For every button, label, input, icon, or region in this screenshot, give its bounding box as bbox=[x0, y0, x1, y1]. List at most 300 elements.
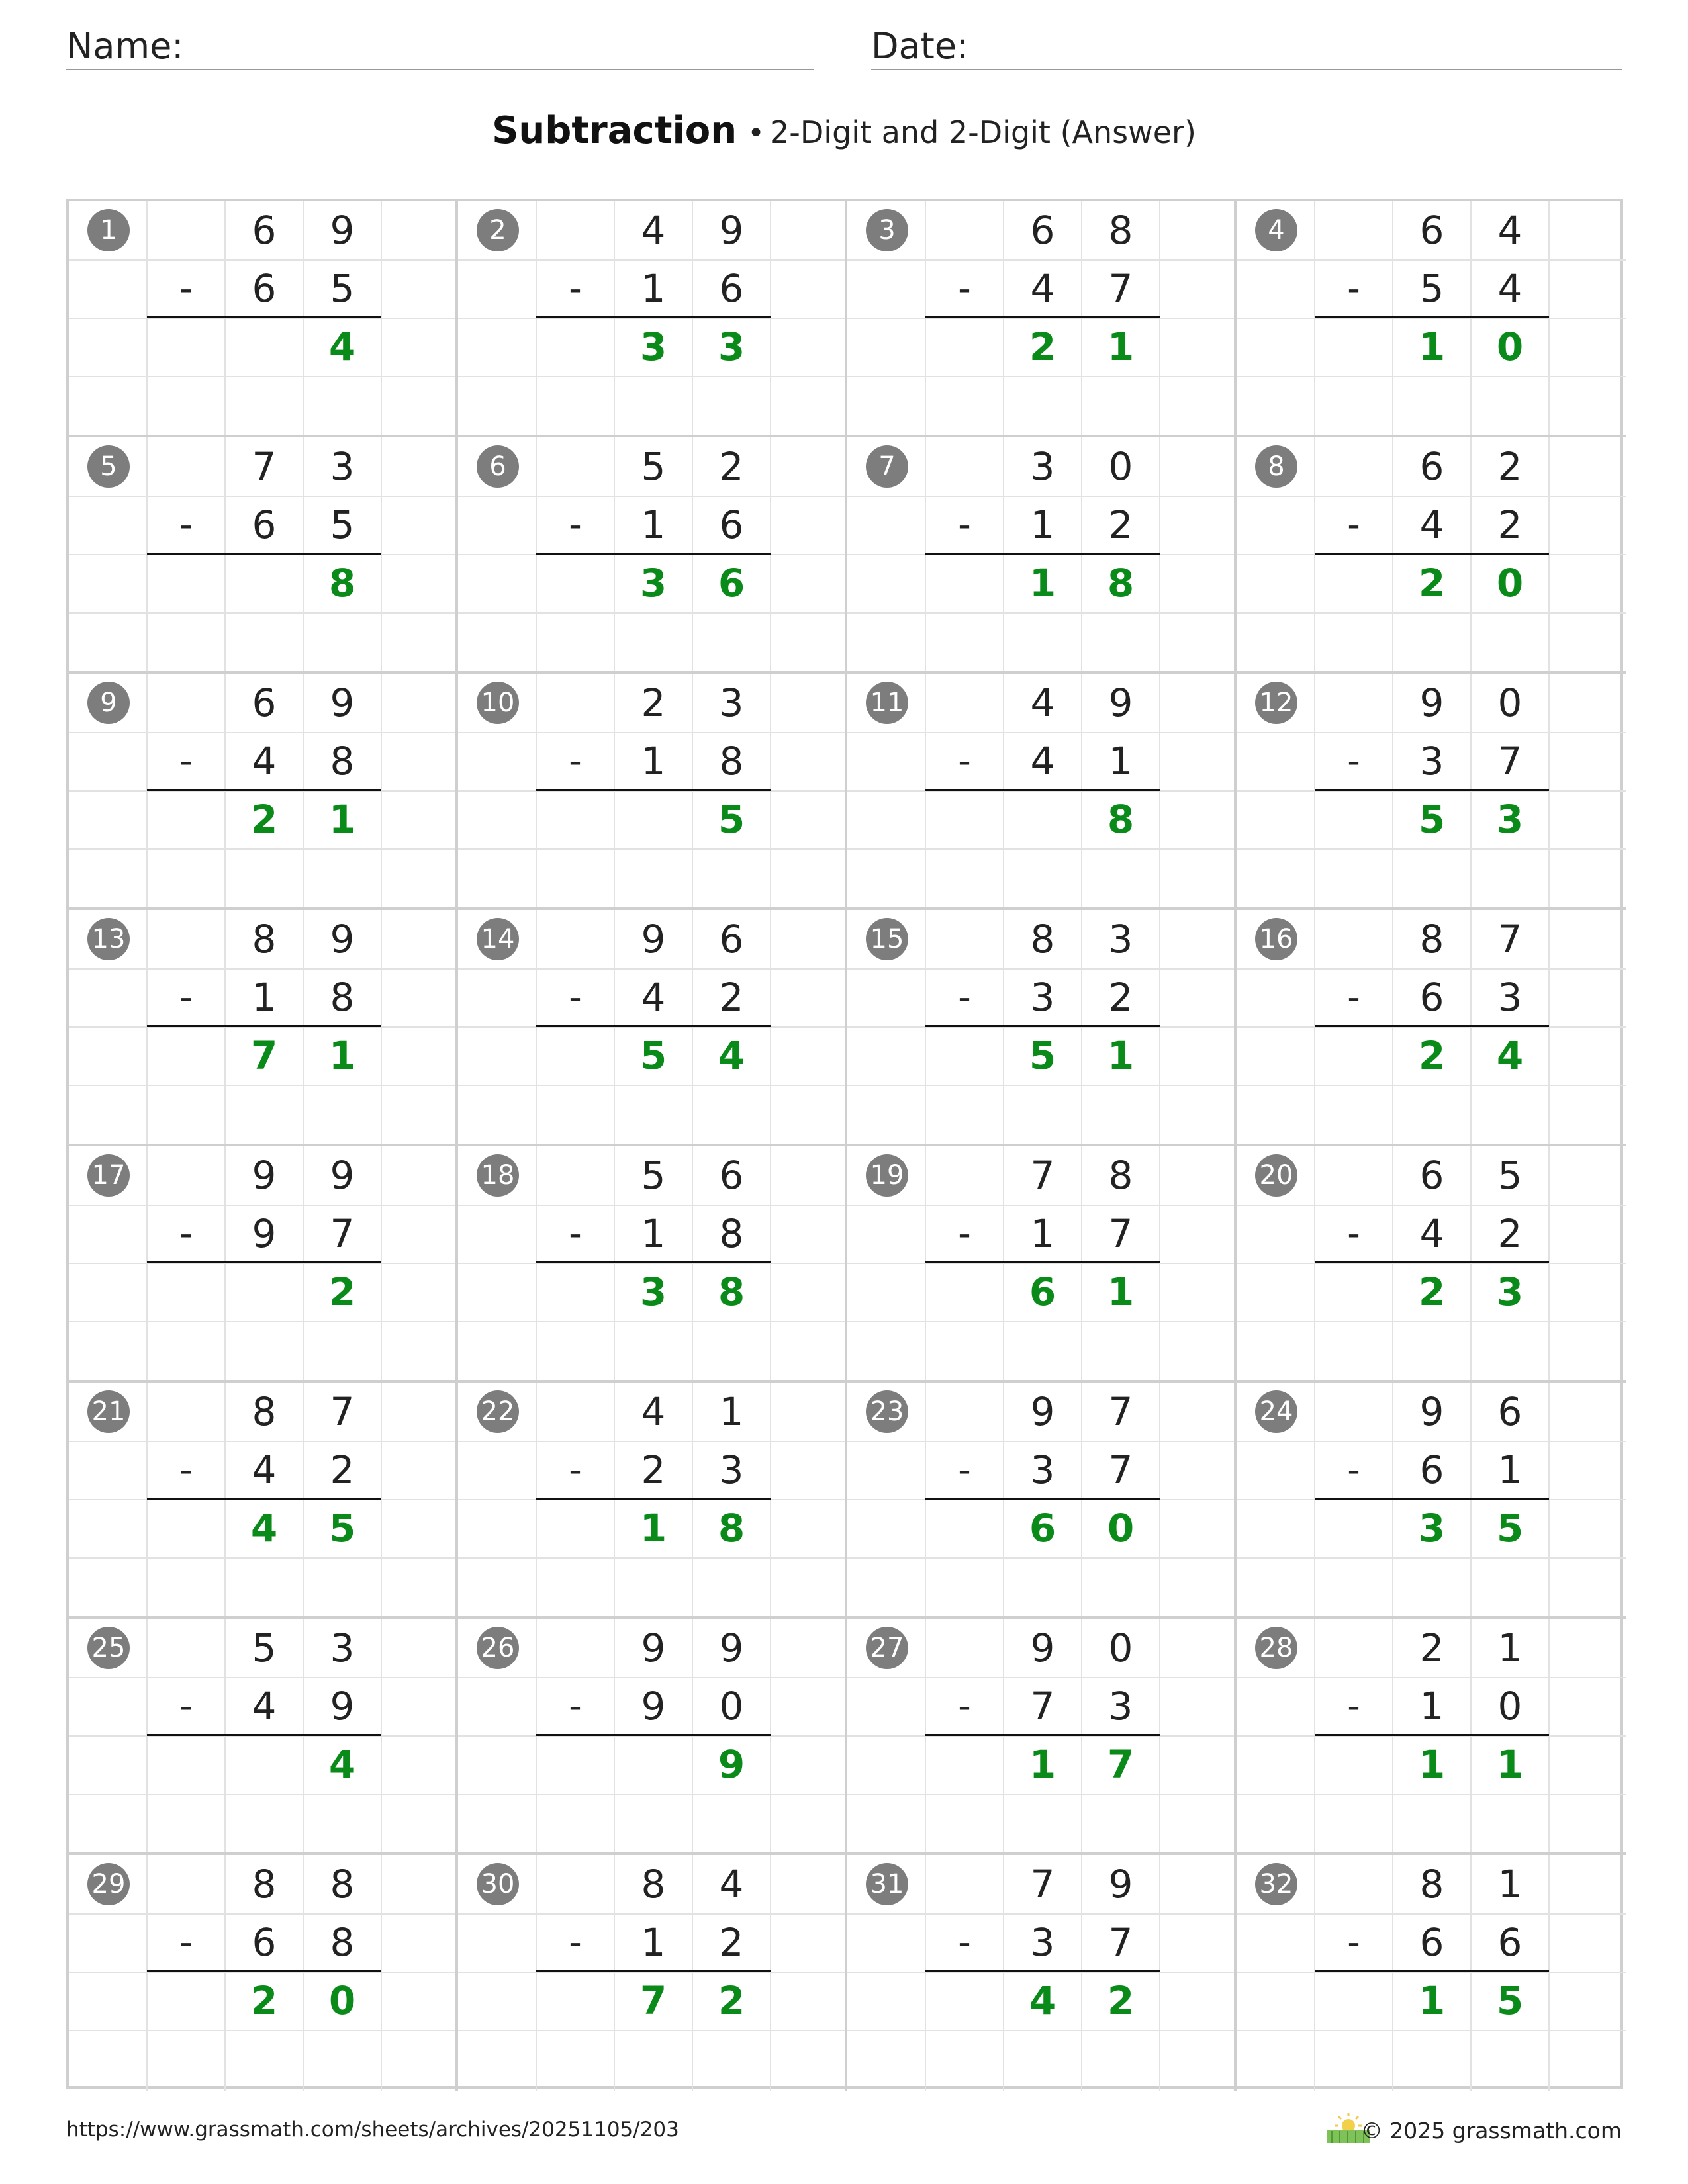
minus-sign: - bbox=[179, 504, 193, 545]
problem-block bbox=[458, 1383, 847, 1619]
minuend-digit: 4 bbox=[719, 1862, 744, 1907]
subtrahend-digit: 8 bbox=[719, 1211, 744, 1256]
answer-line bbox=[147, 789, 381, 791]
minuend-digit: 6 bbox=[719, 917, 744, 962]
answer-line bbox=[1315, 1498, 1549, 1500]
problem-number: 8 bbox=[1255, 445, 1297, 488]
answer-digit: 1 bbox=[1107, 1269, 1135, 1314]
subtrahend-digit: 2 bbox=[641, 1447, 666, 1492]
problem-block bbox=[69, 201, 458, 437]
subtrahend-digit: 3 bbox=[1108, 1684, 1133, 1729]
grid-line bbox=[847, 1321, 1234, 1322]
subtrahend-digit: 6 bbox=[1419, 1920, 1444, 1965]
minuend-digit: 9 bbox=[252, 1153, 277, 1198]
grid-line bbox=[1237, 1321, 1626, 1322]
minuend-digit: 7 bbox=[1030, 1153, 1055, 1198]
grid-line bbox=[1237, 1557, 1626, 1559]
problem-block bbox=[847, 437, 1237, 674]
answer-digit: 3 bbox=[1496, 1269, 1524, 1314]
problem-block bbox=[69, 910, 458, 1146]
subtrahend-digit: 8 bbox=[330, 1920, 355, 1965]
answer-digit: 0 bbox=[1496, 561, 1524, 606]
problem-block bbox=[69, 1855, 458, 2091]
minuend-digit: 8 bbox=[252, 1389, 277, 1434]
minuend-digit: 9 bbox=[1108, 1862, 1133, 1907]
subtrahend-digit: 8 bbox=[330, 739, 355, 784]
minuend-digit: 9 bbox=[1419, 680, 1444, 725]
footer-copyright: © 2025 grassmath.com bbox=[1360, 2118, 1622, 2144]
answer-line bbox=[147, 1261, 381, 1263]
minuend-digit: 0 bbox=[1497, 680, 1523, 725]
subtrahend-digit: 1 bbox=[1030, 1211, 1055, 1256]
answer-digit: 0 bbox=[1496, 324, 1524, 369]
subtrahend-digit: 4 bbox=[1497, 266, 1523, 311]
subtrahend-digit: 7 bbox=[330, 1211, 355, 1256]
problem-number: 19 bbox=[866, 1154, 908, 1197]
minus-sign: - bbox=[569, 1212, 582, 1254]
answer-line bbox=[147, 316, 381, 318]
answer-digit: 5 bbox=[1496, 1506, 1524, 1551]
answer-line bbox=[1315, 789, 1549, 791]
answer-digit: 8 bbox=[718, 1269, 745, 1314]
answer-digit: 0 bbox=[1107, 1506, 1135, 1551]
answer-line bbox=[147, 1498, 381, 1500]
minuend-digit: 2 bbox=[1497, 444, 1523, 489]
problem-block bbox=[1237, 1855, 1626, 2091]
grid-line bbox=[847, 848, 1234, 850]
answer-line bbox=[925, 1261, 1160, 1263]
minus-sign: - bbox=[1347, 1685, 1360, 1727]
answer-digit bbox=[225, 1263, 303, 1321]
subtrahend-digit: 2 bbox=[719, 1920, 744, 1965]
subtrahend-digit: 2 bbox=[1108, 975, 1133, 1020]
minuend-digit: 5 bbox=[252, 1625, 277, 1670]
problem-number: 29 bbox=[87, 1863, 130, 1905]
answer-digit: 1 bbox=[1496, 1742, 1524, 1787]
minuend-digit: 3 bbox=[1108, 917, 1133, 962]
answer-line bbox=[536, 1734, 771, 1736]
date-label: Date: bbox=[871, 25, 969, 67]
answer-digit: 3 bbox=[1496, 797, 1524, 842]
minus-sign: - bbox=[569, 1449, 582, 1490]
answer-digit: 4 bbox=[328, 324, 356, 369]
problem-number: 5 bbox=[87, 445, 130, 488]
minus-sign: - bbox=[958, 1449, 971, 1490]
problem-block bbox=[1237, 1619, 1626, 1855]
subtrahend-digit: 3 bbox=[1030, 1920, 1055, 1965]
grid-line bbox=[1237, 1085, 1626, 1086]
subtrahend-digit: 7 bbox=[1497, 739, 1523, 784]
answer-line bbox=[925, 553, 1160, 555]
answer-digit: 5 bbox=[1029, 1033, 1056, 1078]
subtrahend-digit: 4 bbox=[1030, 739, 1055, 784]
minuend-digit: 3 bbox=[330, 444, 355, 489]
answer-line bbox=[1315, 1261, 1549, 1263]
subtrahend-digit: 6 bbox=[1497, 1920, 1523, 1965]
minuend-digit: 9 bbox=[330, 208, 355, 253]
subtrahend-digit: 9 bbox=[330, 1684, 355, 1729]
problem-block bbox=[458, 437, 847, 674]
answer-digit: 8 bbox=[1107, 797, 1135, 842]
problem-number: 21 bbox=[87, 1390, 130, 1433]
answer-digit: 1 bbox=[328, 1033, 356, 1078]
minus-sign: - bbox=[958, 976, 971, 1018]
answer-line bbox=[147, 1025, 381, 1027]
grid-line bbox=[847, 1085, 1234, 1086]
subtrahend-digit: 9 bbox=[641, 1684, 666, 1729]
subtrahend-digit: 5 bbox=[330, 266, 355, 311]
problem-number: 32 bbox=[1255, 1863, 1297, 1905]
problem-number: 27 bbox=[866, 1627, 908, 1669]
minuend-digit: 6 bbox=[1419, 1153, 1444, 1198]
subtrahend-digit: 6 bbox=[252, 502, 277, 547]
minus-sign: - bbox=[569, 1685, 582, 1727]
grid-line bbox=[1237, 1794, 1626, 1795]
subtrahend-digit: 3 bbox=[1030, 975, 1055, 1020]
answer-line bbox=[925, 1025, 1160, 1027]
subtrahend-digit: 1 bbox=[1108, 739, 1133, 784]
minus-sign: - bbox=[179, 976, 193, 1018]
grid-line bbox=[1237, 2030, 1626, 2031]
answer-line bbox=[925, 789, 1160, 791]
minus-sign: - bbox=[179, 1921, 193, 1963]
answer-digit: 3 bbox=[639, 561, 667, 606]
minuend-digit: 7 bbox=[1030, 1862, 1055, 1907]
minuend-digit: 3 bbox=[719, 680, 744, 725]
subtrahend-digit: 4 bbox=[1030, 266, 1055, 311]
minuend-digit: 6 bbox=[1419, 208, 1444, 253]
grid-line bbox=[458, 1321, 845, 1322]
answer-line bbox=[536, 789, 771, 791]
problem-block bbox=[1237, 910, 1626, 1146]
problem-block bbox=[458, 1619, 847, 1855]
problem-number: 25 bbox=[87, 1627, 130, 1669]
minuend-digit: 9 bbox=[719, 1625, 744, 1670]
grid-line bbox=[847, 1794, 1234, 1795]
grid-line bbox=[458, 612, 845, 614]
problem-block bbox=[847, 1619, 1237, 1855]
problem-number: 2 bbox=[477, 209, 519, 251]
answer-digit: 2 bbox=[250, 1978, 278, 2023]
problem-block bbox=[1237, 674, 1626, 910]
subtrahend-digit: 4 bbox=[1419, 1211, 1444, 1256]
subtrahend-digit: 7 bbox=[1108, 1920, 1133, 1965]
answer-line bbox=[1315, 553, 1549, 555]
minuend-digit: 8 bbox=[1030, 917, 1055, 962]
answer-digit: 6 bbox=[1029, 1269, 1056, 1314]
title-separator: • bbox=[747, 116, 765, 150]
minuend-digit: 9 bbox=[1030, 1389, 1055, 1434]
minuend-digit: 8 bbox=[1108, 1153, 1133, 1198]
minus-sign: - bbox=[1347, 976, 1360, 1018]
minuend-digit: 8 bbox=[641, 1862, 666, 1907]
subtrahend-digit: 1 bbox=[1419, 1684, 1444, 1729]
minuend-digit: 4 bbox=[1030, 680, 1055, 725]
problem-number: 14 bbox=[477, 918, 519, 960]
problem-number: 16 bbox=[1255, 918, 1297, 960]
problem-number: 31 bbox=[866, 1863, 908, 1905]
subtrahend-digit: 7 bbox=[1030, 1684, 1055, 1729]
answer-digit: 2 bbox=[1418, 1269, 1446, 1314]
subtrahend-digit: 1 bbox=[1030, 502, 1055, 547]
answer-line bbox=[925, 1734, 1160, 1736]
minuend-digit: 7 bbox=[1497, 917, 1523, 962]
problem-block bbox=[458, 1855, 847, 2091]
minus-sign: - bbox=[179, 1449, 193, 1490]
name-field[interactable] bbox=[66, 24, 814, 70]
answer-line bbox=[1315, 1970, 1549, 1972]
minuend-digit: 7 bbox=[330, 1389, 355, 1434]
subtrahend-digit: 2 bbox=[330, 1447, 355, 1492]
answer-digit: 4 bbox=[328, 1742, 356, 1787]
grid-line bbox=[847, 2030, 1234, 2031]
minus-sign: - bbox=[569, 976, 582, 1018]
subtrahend-digit: 1 bbox=[641, 502, 666, 547]
subtrahend-digit: 3 bbox=[1030, 1447, 1055, 1492]
answer-digit: 3 bbox=[1418, 1506, 1446, 1551]
minus-sign: - bbox=[1347, 1449, 1360, 1490]
minus-sign: - bbox=[1347, 267, 1360, 309]
minuend-digit: 8 bbox=[1419, 917, 1444, 962]
subtrahend-digit: 1 bbox=[1497, 1447, 1523, 1492]
answer-digit: 4 bbox=[1496, 1033, 1524, 1078]
answer-digit bbox=[1004, 790, 1082, 848]
minuend-digit: 9 bbox=[1419, 1389, 1444, 1434]
answer-digit: 2 bbox=[1418, 561, 1446, 606]
problem-number: 20 bbox=[1255, 1154, 1297, 1197]
problem-block bbox=[69, 1383, 458, 1619]
answer-digit: 1 bbox=[1029, 561, 1056, 606]
minuend-digit: 5 bbox=[641, 444, 666, 489]
answer-digit: 6 bbox=[1029, 1506, 1056, 1551]
problem-block bbox=[847, 1855, 1237, 2091]
grid-line bbox=[69, 1794, 455, 1795]
minus-sign: - bbox=[569, 740, 582, 782]
answer-line bbox=[147, 1734, 381, 1736]
problem-number: 17 bbox=[87, 1154, 130, 1197]
minuend-digit: 2 bbox=[641, 680, 666, 725]
minuend-digit: 9 bbox=[330, 917, 355, 962]
problem-block bbox=[69, 1146, 458, 1383]
minuend-digit: 8 bbox=[1108, 208, 1133, 253]
problem-block bbox=[1237, 1146, 1626, 1383]
minus-sign: - bbox=[569, 504, 582, 545]
minuend-digit: 5 bbox=[641, 1153, 666, 1198]
minuend-digit: 6 bbox=[1497, 1389, 1523, 1434]
minuend-digit: 9 bbox=[641, 1625, 666, 1670]
answer-digit: 9 bbox=[718, 1742, 745, 1787]
subtrahend-digit: 5 bbox=[1419, 266, 1444, 311]
answer-line bbox=[1315, 316, 1549, 318]
minuend-digit: 9 bbox=[1030, 1625, 1055, 1670]
answer-line bbox=[925, 316, 1160, 318]
minuend-digit: 4 bbox=[641, 1389, 666, 1434]
answer-digit: 1 bbox=[1029, 1742, 1056, 1787]
subtrahend-digit: 0 bbox=[1497, 1684, 1523, 1729]
answer-digit: 5 bbox=[1496, 1978, 1524, 2023]
problem-block bbox=[1237, 437, 1626, 674]
grid-line bbox=[69, 376, 455, 377]
answer-digit bbox=[225, 1735, 303, 1794]
subtrahend-digit: 4 bbox=[641, 975, 666, 1020]
problem-number: 11 bbox=[866, 682, 908, 724]
answer-digit: 2 bbox=[1107, 1978, 1135, 2023]
grid-line bbox=[1237, 376, 1626, 377]
minuend-digit: 1 bbox=[1497, 1862, 1523, 1907]
minuend-digit: 5 bbox=[1497, 1153, 1523, 1198]
answer-digit: 2 bbox=[718, 1978, 745, 2023]
minus-sign: - bbox=[958, 1685, 971, 1727]
answer-digit: 5 bbox=[1418, 797, 1446, 842]
answer-line bbox=[536, 553, 771, 555]
subtrahend-digit: 6 bbox=[252, 266, 277, 311]
grid-line bbox=[458, 2030, 845, 2031]
title-subtitle: 2-Digit and 2-Digit (Answer) bbox=[770, 114, 1196, 150]
grid-line bbox=[1314, 1855, 1315, 2091]
problem-number: 1 bbox=[87, 209, 130, 251]
problem-block bbox=[847, 1383, 1237, 1619]
problem-number: 12 bbox=[1255, 682, 1297, 724]
minuend-digit: 7 bbox=[252, 444, 277, 489]
problem-block bbox=[69, 437, 458, 674]
minus-sign: - bbox=[179, 1212, 193, 1254]
grid-line bbox=[69, 2030, 455, 2031]
minus-sign: - bbox=[1347, 740, 1360, 782]
grid-line bbox=[847, 612, 1234, 614]
problem-number: 9 bbox=[87, 682, 130, 724]
footer-url: https://www.grassmath.com/sheets/archives/20251105/203 bbox=[66, 2118, 679, 2142]
answer-line bbox=[536, 316, 771, 318]
answer-digit: 1 bbox=[1418, 1978, 1446, 2023]
subtrahend-digit: 3 bbox=[719, 1447, 744, 1492]
subtrahend-digit: 1 bbox=[641, 739, 666, 784]
minus-sign: - bbox=[179, 1685, 193, 1727]
problem-number: 18 bbox=[477, 1154, 519, 1197]
subtrahend-digit: 1 bbox=[641, 1920, 666, 1965]
name-label: Name: bbox=[66, 25, 184, 67]
minuend-digit: 1 bbox=[719, 1389, 744, 1434]
minuend-digit: 9 bbox=[330, 680, 355, 725]
answer-digit: 5 bbox=[718, 797, 745, 842]
answer-digit bbox=[614, 1735, 692, 1794]
answer-digit bbox=[225, 554, 303, 612]
answer-digit: 7 bbox=[639, 1978, 667, 2023]
minuend-digit: 9 bbox=[330, 1153, 355, 1198]
answer-digit: 5 bbox=[639, 1033, 667, 1078]
problem-block bbox=[847, 910, 1237, 1146]
minuend-digit: 8 bbox=[330, 1862, 355, 1907]
answer-digit: 2 bbox=[328, 1269, 356, 1314]
answer-digit: 3 bbox=[639, 1269, 667, 1314]
minuend-digit: 1 bbox=[1497, 1625, 1523, 1670]
minuend-digit: 6 bbox=[1030, 208, 1055, 253]
problem-number: 26 bbox=[477, 1627, 519, 1669]
minus-sign: - bbox=[569, 1921, 582, 1963]
problem-number: 22 bbox=[477, 1390, 519, 1433]
subtrahend-digit: 4 bbox=[252, 739, 277, 784]
subtrahend-digit: 6 bbox=[1419, 975, 1444, 1020]
date-field[interactable] bbox=[871, 24, 1622, 70]
minus-sign: - bbox=[1347, 504, 1360, 545]
minus-sign: - bbox=[179, 740, 193, 782]
problem-block bbox=[1237, 1383, 1626, 1619]
minus-sign: - bbox=[569, 267, 582, 309]
subtrahend-digit: 8 bbox=[719, 739, 744, 784]
problem-number: 24 bbox=[1255, 1390, 1297, 1433]
subtrahend-digit: 1 bbox=[252, 975, 277, 1020]
answer-line bbox=[536, 1261, 771, 1263]
answer-line bbox=[147, 553, 381, 555]
subtrahend-digit: 6 bbox=[1419, 1447, 1444, 1492]
subtrahend-digit: 9 bbox=[252, 1211, 277, 1256]
grid-line bbox=[69, 1321, 455, 1322]
answer-line bbox=[925, 1498, 1160, 1500]
grid-line bbox=[458, 848, 845, 850]
answer-digit bbox=[225, 318, 303, 376]
minuend-digit: 3 bbox=[1030, 444, 1055, 489]
answer-digit: 1 bbox=[1107, 1033, 1135, 1078]
problem-number: 3 bbox=[866, 209, 908, 251]
problem-block bbox=[847, 201, 1237, 437]
problem-number: 28 bbox=[1255, 1627, 1297, 1669]
subtrahend-digit: 7 bbox=[1108, 1211, 1133, 1256]
problem-number: 30 bbox=[477, 1863, 519, 1905]
problem-number: 15 bbox=[866, 918, 908, 960]
grid-line bbox=[458, 1557, 845, 1559]
problem-block bbox=[458, 201, 847, 437]
answer-digit: 5 bbox=[328, 1506, 356, 1551]
problem-block bbox=[847, 674, 1237, 910]
answer-digit bbox=[614, 790, 692, 848]
grid-line bbox=[146, 1855, 148, 2091]
minus-sign: - bbox=[1347, 1921, 1360, 1963]
grid-line bbox=[1237, 612, 1626, 614]
problem-block bbox=[847, 1146, 1237, 1383]
subtrahend-digit: 2 bbox=[1108, 502, 1133, 547]
subtrahend-digit: 0 bbox=[719, 1684, 744, 1729]
answer-digit: 1 bbox=[1107, 324, 1135, 369]
minus-sign: - bbox=[179, 267, 193, 309]
subtrahend-digit: 2 bbox=[1497, 1211, 1523, 1256]
minuend-digit: 9 bbox=[719, 208, 744, 253]
answer-digit: 3 bbox=[639, 324, 667, 369]
minuend-digit: 0 bbox=[1108, 1625, 1133, 1670]
subtrahend-digit: 3 bbox=[1419, 739, 1444, 784]
subtrahend-digit: 7 bbox=[1108, 1447, 1133, 1492]
subtrahend-digit: 1 bbox=[641, 266, 666, 311]
minuend-digit: 4 bbox=[1497, 208, 1523, 253]
subtrahend-digit: 8 bbox=[330, 975, 355, 1020]
grid-line bbox=[458, 1794, 845, 1795]
answer-digit: 3 bbox=[718, 324, 745, 369]
grid-line bbox=[536, 1855, 537, 2091]
minus-sign: - bbox=[958, 504, 971, 545]
answer-line bbox=[536, 1970, 771, 1972]
minuend-digit: 6 bbox=[1419, 444, 1444, 489]
minus-sign: - bbox=[958, 267, 971, 309]
grid-line bbox=[69, 1085, 455, 1086]
answer-digit: 4 bbox=[718, 1033, 745, 1078]
answer-digit: 1 bbox=[639, 1506, 667, 1551]
grid-line bbox=[458, 1085, 845, 1086]
grid-line bbox=[1237, 848, 1626, 850]
minuend-digit: 0 bbox=[1108, 444, 1133, 489]
subtrahend-digit: 6 bbox=[719, 502, 744, 547]
problem-number: 6 bbox=[477, 445, 519, 488]
problem-block bbox=[458, 674, 847, 910]
subtrahend-digit: 3 bbox=[1497, 975, 1523, 1020]
minuend-digit: 4 bbox=[641, 208, 666, 253]
